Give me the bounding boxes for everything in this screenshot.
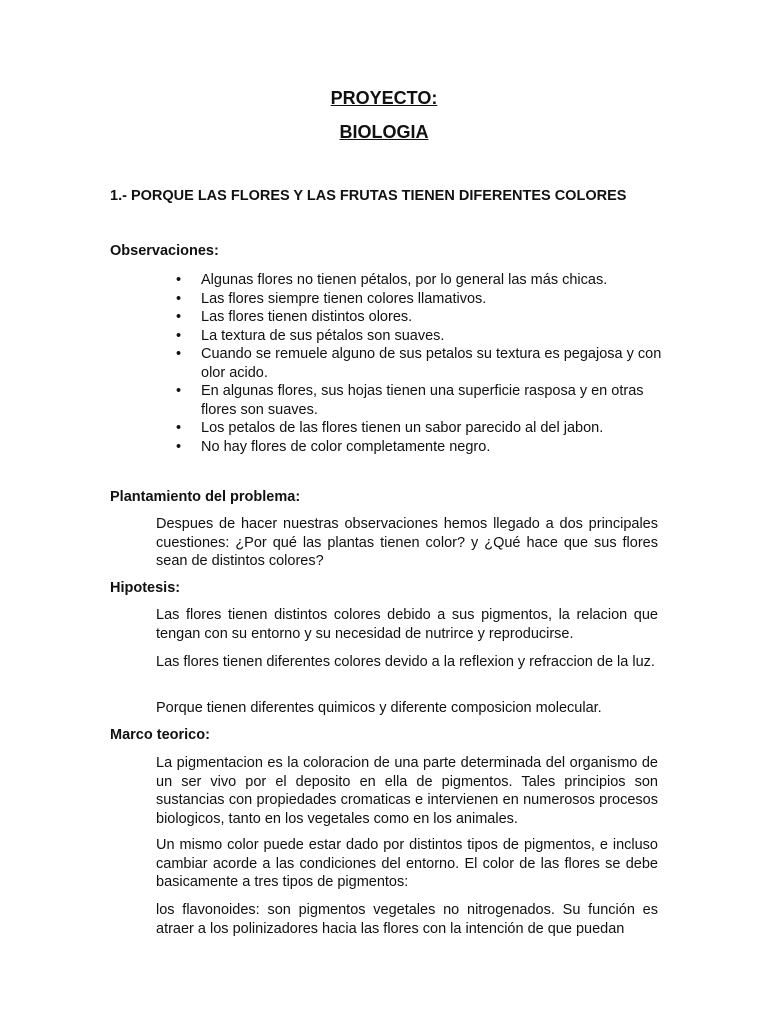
list-item: • Cuando se remuele alguno de sus petalos su textura es pegajosa y con olor acido.	[176, 346, 662, 381]
bullet-icon: •	[176, 383, 182, 399]
bullet-icon: •	[176, 420, 182, 436]
hipotesis-heading: Hipotesis:	[110, 580, 181, 596]
list-item: • Las flores siempre tienen colores llamativos.	[176, 290, 487, 307]
bullet-icon: •	[176, 272, 182, 288]
marco-paragraph: Un mismo color puede estar dado por distintos tipos de pigmentos, e incluso cambiar acorde a las condiciones del entorno. El color de las flores se debe basicamente a tres tipos de pigmentos:	[156, 837, 658, 890]
observaciones-heading: Observaciones:	[110, 243, 219, 259]
document-title: PROYECTO:	[330, 88, 438, 108]
observaciones-list	[110, 271, 670, 456]
marco-paragraph: La pigmentacion es la coloracion de una parte determinada del organismo de un ser vivo por el deposito en ella de pigmentos. Tales principios son sustancias con propiedades cromaticas e intervienen en numerosos procesos biologicos, tanto en los vegetales como en los animales.	[156, 755, 658, 827]
hipotesis-paragraph: Las flores tienen diferentes colores devido a la reflexion y refraccion de la luz.	[156, 654, 655, 670]
hipotesis-paragraph: Porque tienen diferentes quimicos y diferente composicion molecular.	[156, 700, 602, 716]
bullet-icon: •	[176, 438, 182, 455]
list-item: • En algunas flores, sus hojas tienen una superficie rasposa y en otras flores son suaves.	[176, 383, 644, 418]
question-heading: 1.- PORQUE LAS FLORES Y LAS FRUTAS TIENEN DIFERENTES COLORES	[110, 188, 627, 204]
marco-heading: Marco teorico:	[110, 727, 210, 743]
planteamiento-heading: Plantamiento del problema:	[110, 489, 301, 505]
bullet-icon: •	[176, 290, 182, 307]
bullet-icon: •	[176, 309, 182, 325]
list-item: • Los petalos de las flores tienen un sabor parecido al del jabon.	[176, 420, 604, 436]
marco-paragraph: los flavonoides: son pigmentos vegetales no nitrogenados. Su función es atraer a los polinizadores hacia las flores con la intención de que puedan	[156, 902, 658, 937]
planteamiento-text: Despues de hacer nuestras observaciones hemos llegado a dos principales cuestiones: ¿Por qué las plantas tienen color? y ¿Qué hace que sus flores sean de distintos colores?	[156, 516, 658, 569]
hipotesis-paragraph: Las flores tienen distintos colores debido a sus pigmentos, la relacion que tengan con su entorno y su necesidad de nutrirce y reproducirse.	[156, 607, 658, 642]
bullet-icon: •	[176, 346, 182, 362]
bullet-icon: •	[176, 327, 182, 344]
list-item: • La textura de sus pétalos son suaves.	[176, 327, 445, 344]
list-item: • Algunas flores no tienen pétalos, por lo general las más chicas.	[176, 272, 608, 288]
list-item: • No hay flores de color completamente negro.	[176, 438, 491, 455]
document-subtitle: BIOLOGIA	[339, 122, 429, 142]
list-item: • Las flores tienen distintos olores.	[176, 309, 413, 325]
